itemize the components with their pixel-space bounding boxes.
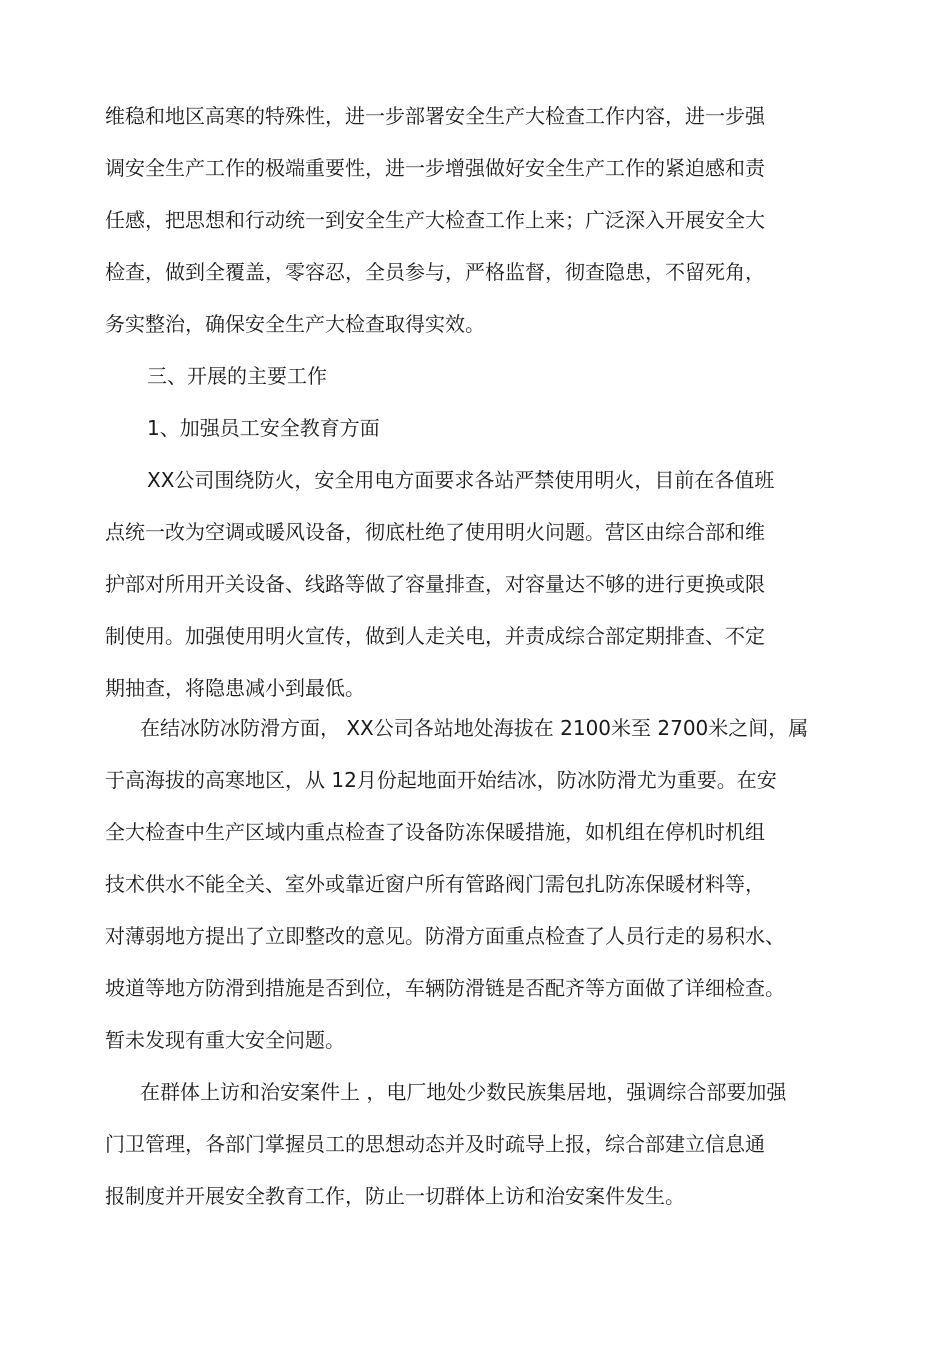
- text-line: 技术供水不能全关、室外或靠近窗户所有管路阀门需包扎防冻保暖材料等，: [105, 872, 765, 896]
- text-line: 务实整治，确保安全生产大检查取得实效。: [105, 312, 485, 336]
- text-line: 对薄弱地方提出了立即整改的意见。防滑方面重点检查了人员行走的易积水、: [105, 924, 785, 948]
- text-line: 点统一改为空调或暖风设备，彻底杜绝了使用明火问题。营区由综合部和维: [105, 520, 765, 544]
- text-line: 坡道等地方防滑到措施是否到位，车辆防滑链是否配齐等方面做了详细检查。: [105, 976, 785, 1000]
- text-line: 维稳和地区高寒的特殊性，进一步部署安全生产大检查工作内容，进一步强: [105, 104, 765, 128]
- text-line: 在群体上访和治安案件上 ，电厂地处少数民族集居地，强调综合部要加强: [140, 1080, 787, 1104]
- text-line: 三、开展的主要工作: [147, 364, 327, 388]
- text-line: 1、加强员工安全教育方面: [147, 416, 380, 440]
- text-line: 任感，把思想和行动统一到安全生产大检查工作上来；广泛深入开展安全大: [105, 208, 765, 232]
- text-line: 全大检查中生产区域内重点检查了设备防冻保暖措施，如机组在停机时机组: [105, 820, 765, 844]
- text-line: 报制度并开展安全教育工作，防止一切群体上访和治安案件发生。: [105, 1184, 685, 1208]
- text-line: XX公司围绕防火，安全用电方面要求各站严禁使用明火，目前在各值班: [147, 468, 775, 492]
- text-line: 检查，做到全覆盖，零容忍，全员参与，严格监督，彻查隐患，不留死角，: [105, 260, 765, 284]
- text-line: 制使用。加强使用明火宣传，做到人走关电，并责成综合部定期排查、不定: [105, 624, 765, 648]
- text-line: 期抽查，将隐患减小到最低。: [105, 676, 365, 700]
- text-line: 门卫管理，各部门掌握员工的思想动态并及时疏导上报，综合部建立信息通: [105, 1132, 765, 1156]
- text-line: 于高海拔的高寒地区，从 12月份起地面开始结冰，防冰防滑尤为重要。在安: [105, 768, 777, 792]
- text-line: 调安全生产工作的极端重要性，进一步增强做好安全生产工作的紧迫感和责: [105, 156, 765, 180]
- text-line: 在结冰防冰防滑方面， XX公司各站地处海拔在 2100米至 2700米之间，属: [140, 716, 809, 740]
- text-line: 暂未发现有重大安全问题。: [105, 1028, 345, 1052]
- text-line: 护部对所用开关设备、线路等做了容量排查，对容量达不够的进行更换或限: [105, 572, 765, 596]
